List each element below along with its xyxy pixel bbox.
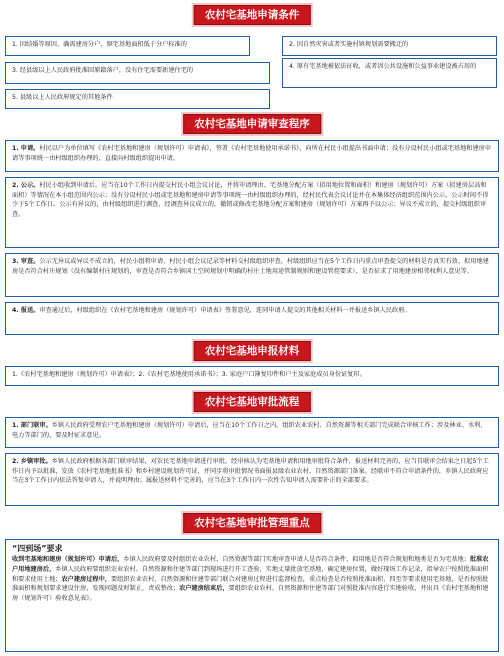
review-step-2-text: 村民小组收到申请后，应当在10个工作日内提交村民小组会议讨论，并将申请理由、宅基地分配方案（拟用地位置和面积）和建房（规划许可）方案（拟建房层高和面积）等情况在本小组范围内公示；没有分设村民小组或宅基地和建房申请等事项统一由村级组织办理的，经村民代表会议讨论并在本集体经济组织范围内公示。公示时间不得少于5个工作日。公示有异议的，由村级组织进行调查，经调查异议成立的，撤销或修改宅基地分配方案和建房（规划许可）方案再予以公示；异议不成立的，提交村级组织审查。 <box>12 182 489 218</box>
management-part-5: 农户建房过程中， <box>61 575 111 583</box>
condition-text-3: 3. 经县级以上人民政府批准回原籍落户，没有住宅需要新建住宅的 <box>12 67 194 74</box>
approval-step-1-head: 1. 部门联审。 <box>12 422 52 429</box>
section-title-conditions: 农村宅基地申请条件 <box>194 5 311 25</box>
review-step-2 <box>5 177 499 248</box>
condition-text-5: 5. 县级以上人民政府规定的其他条件 <box>12 94 113 101</box>
condition-text-4: 4. 原有宅基地被依法征收，或者因公共设施和公益事业建设被占用的 <box>289 63 477 70</box>
approval-step-2-text: 乡镇人民政府根据各部门联审结果，对农民宅基地申请进行审批。经审核认为宅基地申请和用地审批符合条件，报送材料完善的，应当自联审会结束之日起5个工作日内予以批准，发放《农村宅基地批准书》和乡村建设规划许可证，并同步将审批情况书面报县级农业农村、自然资源部门备案。经联审不符合申请条件的，乡镇人民政府应当在3个工作日内依法答复申请人，并说明理由；属报送材料不完善的，应当在3个工作日内一次性告知申请人需要补正的全部要求。 <box>12 458 489 485</box>
approval-step-1-text: 乡镇人民政府受理农户宅基地和建房（规划许可）申请后，应当在10个工作日之内，组织农业农村、自然资源等相关部门完成联合审核工作；涉及林业、水利、电力等部门的，要及时征求意见。 <box>12 422 487 439</box>
management-part-3: 批准农户用地建房后， <box>12 556 489 573</box>
materials-box <box>5 366 499 386</box>
condition-text-1: 1. 因结婚等原因，确需建房分户，原宅基地面积低于分户标准的 <box>12 41 187 48</box>
section-title-management: 农村宅基地审批管理重点 <box>183 513 321 533</box>
review-step-1-text: 村民以户为单位填写《农村宅基地和建房（规划许可）申请表》，签署《农村宅基地使用承诺书》，向所在村民小组提出书面申请；没有分设村民小组或宅基地和建房申请等事项统一由村级组织办理的，直接向村级组织提出申请。 <box>12 145 492 162</box>
management-body <box>12 555 492 603</box>
approval-step-1 <box>5 417 499 448</box>
review-step-4 <box>5 302 499 335</box>
review-step-4-head: 4. 报送。 <box>12 307 40 314</box>
review-step-2-head: 2. 公示。 <box>12 182 40 189</box>
section-title-materials: 农村宅基地申报材料 <box>194 341 311 361</box>
condition-item-4 <box>282 58 497 88</box>
review-step-4-text: 审查通过后，村级组织在《农村宅基地和建房（规划许可）申请表》签署意见，连同申请人提交的其他相关材料一并报送乡镇人民政府。 <box>39 307 411 314</box>
approval-step-2 <box>5 453 499 506</box>
management-part-8: 要组织农业农村、自然资源和住建等部门对照批准内容进行实地验收，并出具《农村宅基地和建房（规划许可）验收意见表》。 <box>12 585 489 602</box>
management-part-2: 乡镇人民政府要及时组织农业农村、自然资源等部门实地审查申请人是否符合条件、拟用地是否符合规划和地类是否为宅基地； <box>123 556 470 564</box>
materials-text: 1.《农村宅基地和建房（规划许可）申请表》；2.《农村宅基地使用承诺书》；3. 家庭户口簿复印件和户主及家庭成员身份证复印。 <box>12 371 366 378</box>
management-subtitle: “四到场”要求 <box>12 544 63 553</box>
review-step-1 <box>5 140 499 172</box>
review-step-3-head: 3. 审查。 <box>12 258 40 265</box>
management-part-1: 收到宅基地和建房（规划许可）申请后， <box>12 556 124 564</box>
section-title-approval: 农村宅基地审批流程 <box>194 392 311 412</box>
review-step-3-text: 公示无异议或异议不成立的，村民小组将申请、村民小组会议记录等材料交村级组织审查。村级组织应当在5个工作日内重点审查提交的材料是否真实有效、拟用地建房是否符合村庄规划（没有编制村庄规划的，审查是否符合乡镇国土空间规划中明确的村庄土地用途管制规则和建设管控要求）、是否征求了用地建房相邻权利人意见等。 <box>12 258 489 275</box>
section-title-review: 农村宅基地申请审查程序 <box>183 114 321 134</box>
management-part-7: 农户建房结束后， <box>179 585 229 593</box>
condition-item-5 <box>5 89 270 109</box>
management-part-6: 要组织农业农村、自然资源和住建等部门联合对建房过程进行监督检查，重点检查是否按照批准面积、四至等要求使用宅基地，是否按照批准面积和规划要求建设住房，发现问题及时制止，责成整改； <box>12 575 489 593</box>
condition-item-2 <box>282 36 497 56</box>
approval-step-2-head: 2. 乡镇审批。 <box>12 458 52 465</box>
management-box <box>5 539 499 652</box>
condition-item-3 <box>5 62 270 84</box>
review-step-1-head: 1. 申请。 <box>12 145 40 152</box>
review-step-3 <box>5 253 499 297</box>
condition-text-2: 2. 因自然灾害或者实施村镇规划需要搬迁的 <box>289 41 409 48</box>
condition-item-1 <box>5 36 250 56</box>
management-part-4: 乡镇人民政府要组织农业农村、自然资源和住建等部门到现场进行开工查验，实地丈量批放宅基地，确定建房位置，做好现场工作记录，指导农户按照批准面积和要求使用土地； <box>12 566 489 583</box>
